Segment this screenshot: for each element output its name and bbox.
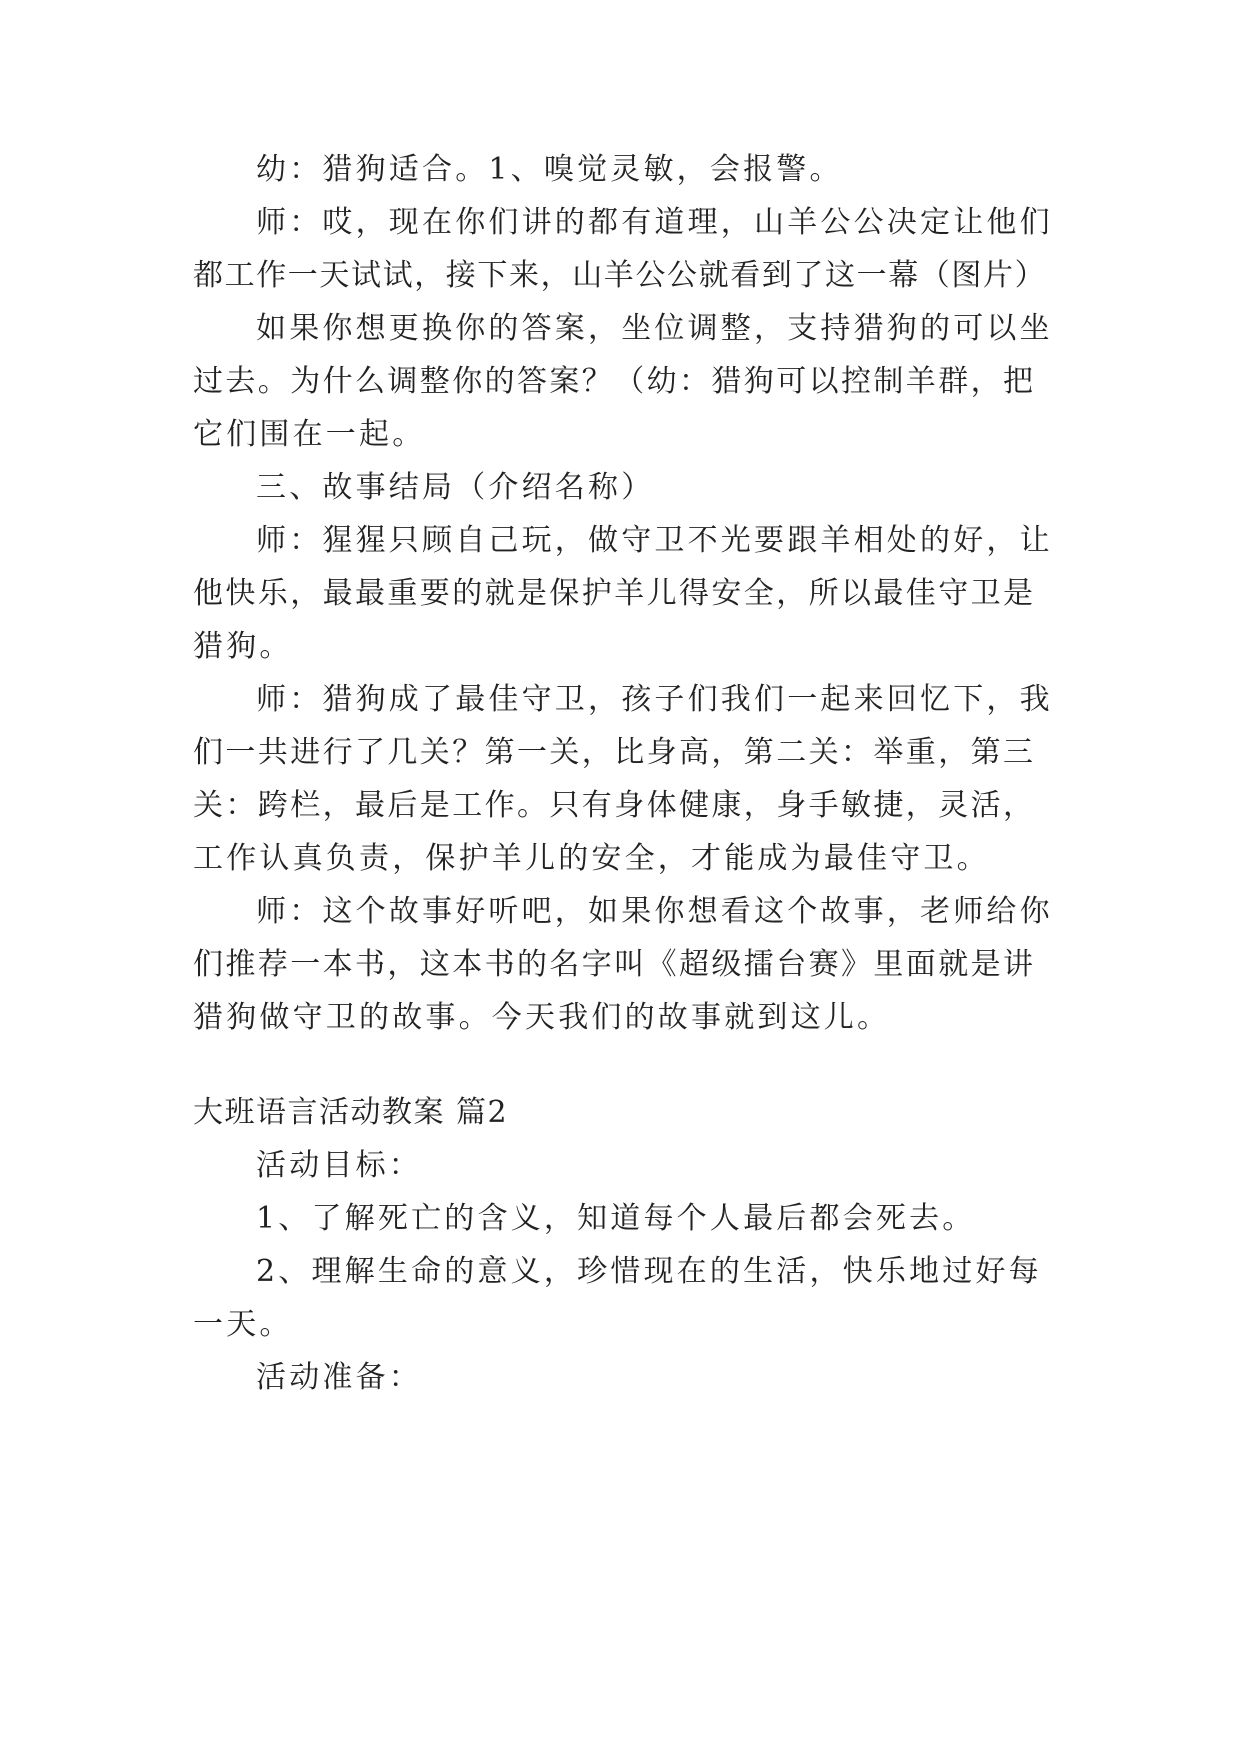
paragraph-line: 猎狗。	[193, 629, 293, 664]
paragraph-line: 他快乐，最最重要的就是保护羊儿得安全，所以最佳守卫是	[193, 576, 1036, 611]
section-line: 1、了解死亡的含义，知道每个人最后都会死去。	[256, 1201, 976, 1236]
paragraph-line: 它们围在一起。	[193, 417, 426, 452]
paragraph-line: 们一共进行了几关？第一关，比身高，第二关：举重，第三	[193, 735, 1036, 770]
paragraph-line: 关：跨栏，最后是工作。只有身体健康，身手敏捷，灵活，	[193, 788, 1036, 823]
section-line: 一天。	[193, 1307, 293, 1342]
paragraph-line: 师：这个故事好听吧，如果你想看这个故事，老师给你	[256, 894, 1053, 929]
section-line: 活动目标：	[256, 1148, 422, 1183]
paragraph-line: 过去。为什么调整你的答案？（幼：猎狗可以控制羊群，把	[193, 364, 1036, 399]
paragraph-line: 们推荐一本书，这本书的名字叫《超级擂台赛》里面就是讲	[193, 947, 1036, 982]
paragraph-line: 都工作一天试试，接下来，山羊公公就看到了这一幕（图片）	[193, 258, 1047, 293]
section-line: 2、理解生命的意义，珍惜现在的生活，快乐地过好每	[256, 1254, 1042, 1289]
paragraph-line: 工作认真负责，保护羊儿的安全，才能成为最佳守卫。	[193, 841, 990, 876]
paragraph-line: 师：猩猩只顾自己玩，做守卫不光要跟羊相处的好，让	[256, 523, 1053, 558]
paragraph-line: 如果你想更换你的答案，坐位调整，支持猎狗的可以坐	[256, 311, 1053, 346]
section-heading: 大班语言活动教案 篇2	[193, 1095, 509, 1130]
section-line: 活动准备：	[256, 1360, 422, 1395]
paragraph-line: 猎狗做守卫的故事。今天我们的故事就到这儿。	[193, 1000, 891, 1035]
section-subheading: 三、故事结局（介绍名称）	[256, 470, 655, 505]
paragraph-line: 幼：猎狗适合。1、嗅觉灵敏，会报警。	[256, 152, 843, 187]
paragraph-line: 师：哎，现在你们讲的都有道理，山羊公公决定让他们	[256, 205, 1053, 240]
paragraph-line: 师：猎狗成了最佳守卫，孩子们我们一起来回忆下，我	[256, 682, 1053, 717]
